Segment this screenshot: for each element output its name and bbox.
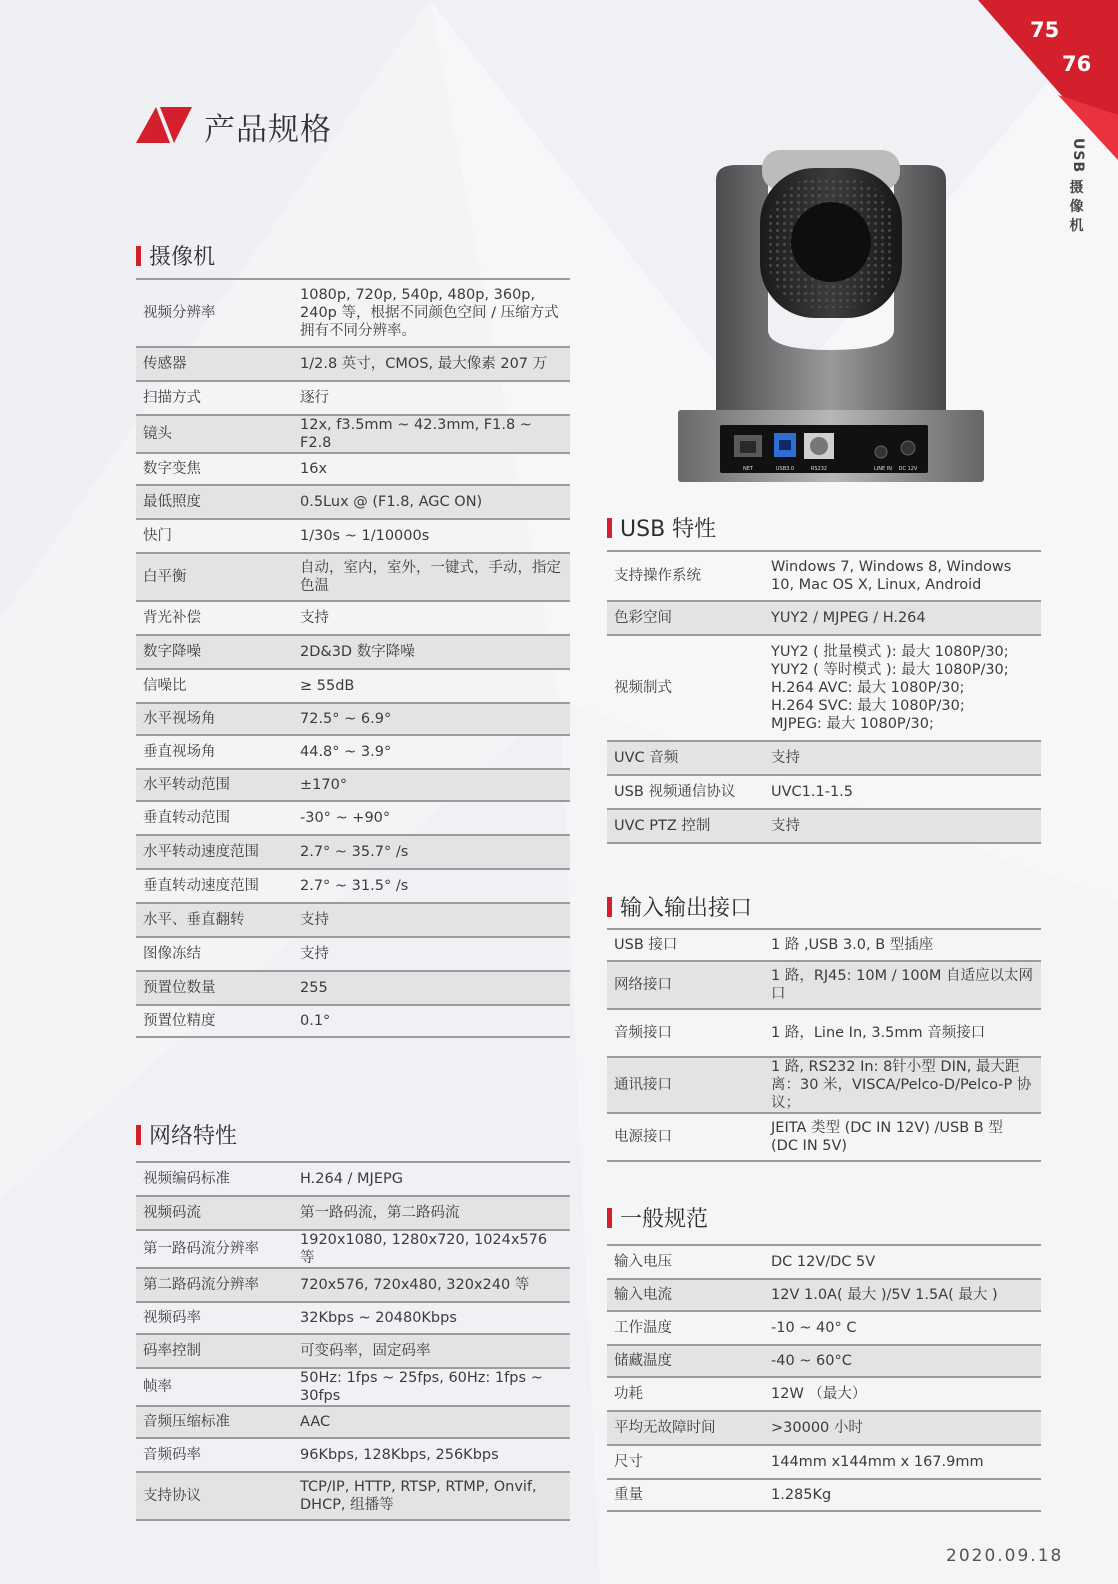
spec-row [136,1406,570,1438]
side-section-label [1068,138,1086,236]
spec-value: 可变码率，固定码率 [300,1343,431,1359]
spec-value: 720x576, 720x480, 320x240 等 [300,1277,530,1293]
spec-value: 0.1° [300,1013,331,1029]
spec-key: 最低照度 [143,494,201,510]
spec-key: 信噪比 [143,678,187,694]
spec-key: USB 视频通信协议 [614,784,736,800]
spec-row [136,381,570,415]
section-title-general: 一般规范 [607,1202,708,1233]
spec-value: 255 [300,980,328,996]
spec-value: 1 路 ,USB 3.0, B 型插座 [771,937,934,953]
spec-row [136,735,570,769]
spec-value: ±170° [300,777,348,793]
section-title-network: 网络特性 [136,1119,237,1150]
spec-value: >30000 小时 [771,1420,863,1436]
spec-value: 1 路, RS232 In: 8针小型 DIN, 最大距离：30 米，VISCA/Pelco-D/Pelco-P 协议； [771,1059,1032,1111]
spec-row [136,1196,570,1230]
spec-row [136,703,570,735]
spec-row [607,551,1041,601]
spec-key: 快门 [143,528,172,544]
spec-key: 电源接口 [614,1129,672,1145]
spec-row [607,1279,1041,1311]
spec-row [136,1368,570,1406]
spec-value: 96Kbps, 128Kbps, 256Kbps [300,1447,499,1463]
spec-key: 尺寸 [614,1454,643,1470]
spec-row [136,835,570,869]
spec-row [607,1377,1041,1411]
side-label-usb: USB [1070,138,1086,174]
spec-key: USB 接口 [614,937,678,953]
spec-key: 视频码流 [143,1205,201,1221]
spec-key: 输入电压 [614,1254,672,1270]
spec-row [136,1472,570,1520]
section-title-io: 输入输出接口 [607,891,752,922]
general-spec-table [607,1244,1041,1512]
port-label: USB3.0 [775,466,795,472]
spec-row [136,415,570,453]
spec-value: 自动，室内，室外，一键式，手动，指定色温 [300,560,561,594]
spec-key: 输入电流 [614,1287,672,1303]
spec-key: 帧率 [143,1379,172,1395]
spec-value: -40 ~ 60°C [771,1353,852,1369]
spec-value: DC 12V/DC 5V [771,1254,876,1270]
port-label: NET [743,466,753,472]
spec-key: 通讯接口 [614,1077,672,1093]
publish-date: 2020.09.18 [946,1546,1064,1566]
spec-value: 1 路，Line In, 3.5mm 音频接口 [771,1025,986,1041]
spec-key: 视频制式 [614,680,672,696]
spec-value: 50Hz: 1fps ~ 25fps, 60Hz: 1fps ~ 30fps [300,1370,543,1404]
spec-row [136,1230,570,1268]
spec-value: 16x [300,461,328,477]
spec-key: 水平转动速度范围 [143,844,259,860]
spec-key: 视频分辨率 [143,305,216,321]
spec-key: 色彩空间 [614,610,672,626]
spec-value: 2D&3D 数字降噪 [300,644,415,660]
spec-value: 0.5Lux @ (F1.8, AGC ON) [300,494,483,510]
spec-row [136,801,570,835]
spec-key: 网络接口 [614,977,672,993]
spec-row [136,669,570,703]
spec-row [136,937,570,971]
spec-key: 视频码率 [143,1310,201,1326]
spec-value: 144mm x144mm x 167.9mm [771,1454,984,1470]
spec-key: 第二路码流分辨率 [143,1277,259,1293]
spec-key: 平均无故障时间 [614,1420,716,1436]
spec-value: 支持 [300,610,329,626]
spec-row [607,1445,1041,1479]
spec-value: UVC1.1-1.5 [771,784,854,800]
page-title: 产品规格 [204,112,332,148]
side-label-char: 像 [1069,199,1085,216]
usb-spec-table [607,550,1041,844]
spec-value: 支持 [771,818,800,834]
spec-key: 图像冻结 [143,946,201,962]
spec-row [607,741,1041,775]
spec-row [607,1479,1041,1511]
spec-key: 水平视场角 [143,711,216,727]
spec-value-line: YUY2 ( 等时模式 ): 最大 1080P/30; [771,662,1009,678]
spec-key: 支持操作系统 [614,568,701,584]
spec-key: 音频压缩标准 [143,1414,230,1430]
spec-row [607,775,1041,809]
spec-value-line: H.264 SVC: 最大 1080P/30; [771,698,965,714]
spec-row [136,971,570,1005]
spec-key: 功耗 [614,1386,643,1402]
side-label-char: 机 [1069,218,1085,235]
spec-row [607,601,1041,635]
spec-value: 1.285Kg [771,1487,832,1503]
spec-key: 音频接口 [614,1025,672,1041]
spec-row [136,485,570,519]
spec-row [607,1113,1041,1161]
spec-row [607,635,1041,741]
spec-value: Windows 7, Windows 8, Windows 10, Mac OS X, Linux, Android [771,559,1012,593]
spec-key: 第一路码流分辨率 [143,1241,259,1257]
spec-key: 数字降噪 [143,644,201,660]
spec-value: 支持 [300,946,329,962]
spec-key: 扫描方式 [143,390,201,406]
spec-value: 1/2.8 英寸，CMOS, 最大像素 207 万 [300,356,548,372]
spec-row [136,279,570,347]
spec-row [607,929,1041,961]
spec-value: 1080p, 720p, 540p, 480p, 360p, 240p 等，根据不同颜色空间 / 压缩方式拥有不同分辨率。 [300,287,559,339]
spec-value: 支持 [300,912,329,928]
spec-row [607,1245,1041,1279]
spec-key: 传感器 [143,356,187,372]
spec-key: 水平转动范围 [143,777,230,793]
network-spec-table [136,1161,570,1521]
spec-value: TCP/IP, HTTP, RTSP, RTMP, Onvif, DHCP, 组播等 [300,1479,537,1513]
spec-row [607,1345,1041,1377]
spec-value: 1 路，RJ45: 10M / 100M 自适应以太网口 [771,968,1033,1002]
spec-key: 水平、垂直翻转 [143,912,245,928]
spec-row [136,347,570,381]
spec-value: 44.8° ~ 3.9° [300,744,392,760]
spec-value: JEITA 类型 (DC IN 12V) /USB B 型 (DC IN 5V) [771,1120,1003,1154]
spec-row [607,1311,1041,1345]
spec-key: 音频码率 [143,1447,201,1463]
spec-row [136,1005,570,1037]
port-label: DC 12V [898,466,918,472]
spec-row [607,1411,1041,1445]
camera-product-image [676,150,986,488]
page-number-left: 75 [1030,18,1060,42]
spec-value: 1920x1080, 1280x720, 1024x576 等 [300,1232,548,1266]
spec-key: 白平衡 [143,569,187,585]
spec-value: AAC [300,1414,331,1430]
spec-value-line: YUY2 ( 批量模式 ): 最大 1080P/30; [771,644,1009,660]
spec-row [136,769,570,801]
spec-value: ≥ 55dB [300,678,355,694]
spec-value: 2.7° ~ 35.7° /s [300,844,409,860]
spec-key: 储藏温度 [614,1353,672,1369]
spec-key: 视频编码标准 [143,1171,230,1187]
spec-value: 1/30s ~ 1/10000s [300,528,430,544]
spec-key: 镜头 [143,426,172,442]
spec-key: UVC PTZ 控制 [614,818,711,834]
spec-value: 12W （最大） [771,1386,867,1402]
spec-row [607,1009,1041,1057]
spec-key: 垂直视场角 [143,744,216,760]
spec-key: 垂直转动速度范围 [143,878,259,894]
spec-value: -30° ~ +90° [300,810,391,826]
spec-row [136,519,570,553]
spec-row [136,1162,570,1196]
spec-key: UVC 音频 [614,750,679,766]
spec-row [136,903,570,937]
brand-logo-icon [136,107,192,143]
spec-row [136,1302,570,1334]
spec-key: 码率控制 [143,1343,201,1359]
spec-value-line: MJPEG: 最大 1080P/30; [771,716,934,732]
spec-value: 72.5° ~ 6.9° [300,711,392,727]
spec-value: H.264 / MJEPG [300,1171,403,1187]
page-number-right: 76 [1062,52,1092,76]
camera-spec-table [136,278,570,1038]
spec-value: 支持 [771,750,800,766]
spec-row [136,869,570,903]
spec-key: 预置位数量 [143,980,216,996]
spec-key: 背光补偿 [143,610,201,626]
spec-row [607,1057,1041,1113]
spec-row [136,635,570,669]
spec-row [607,809,1041,843]
spec-key: 重量 [614,1487,643,1503]
spec-value-line: H.264 AVC: 最大 1080P/30; [771,680,965,696]
spec-row [136,453,570,485]
spec-value: 32Kbps ~ 20480Kbps [300,1310,457,1326]
spec-value: 第一路码流，第二路码流 [300,1205,460,1221]
spec-key: 工作温度 [614,1320,672,1336]
spec-value: 12x, f3.5mm ~ 42.3mm, F1.8 ~ F2.8 [300,417,532,451]
spec-row [136,553,570,601]
spec-row [607,961,1041,1009]
spec-value: 12V 1.0A( 最大 )/5V 1.5A( 最大 ) [771,1287,998,1303]
spec-key: 垂直转动范围 [143,810,230,826]
section-title-usb: USB 特性 [607,512,716,543]
spec-value: 2.7° ~ 31.5° /s [300,878,409,894]
spec-key: 数字变焦 [143,461,201,477]
spec-value: YUY2 / MJPEG / H.264 [771,610,926,626]
spec-value [764,635,1041,741]
spec-value: 逐行 [300,390,329,406]
spec-row [136,1334,570,1368]
port-label: RS232 [810,466,828,472]
io-spec-table [607,928,1041,1162]
spec-row [136,1268,570,1302]
spec-row [136,1438,570,1472]
spec-key: 预置位精度 [143,1013,216,1029]
spec-key: 支持协议 [143,1488,201,1504]
spec-value: -10 ~ 40° C [771,1320,857,1336]
side-label-char: 摄 [1069,180,1085,197]
section-title-camera: 摄像机 [136,240,215,271]
spec-row [136,601,570,635]
port-label: LINE IN [874,466,892,472]
